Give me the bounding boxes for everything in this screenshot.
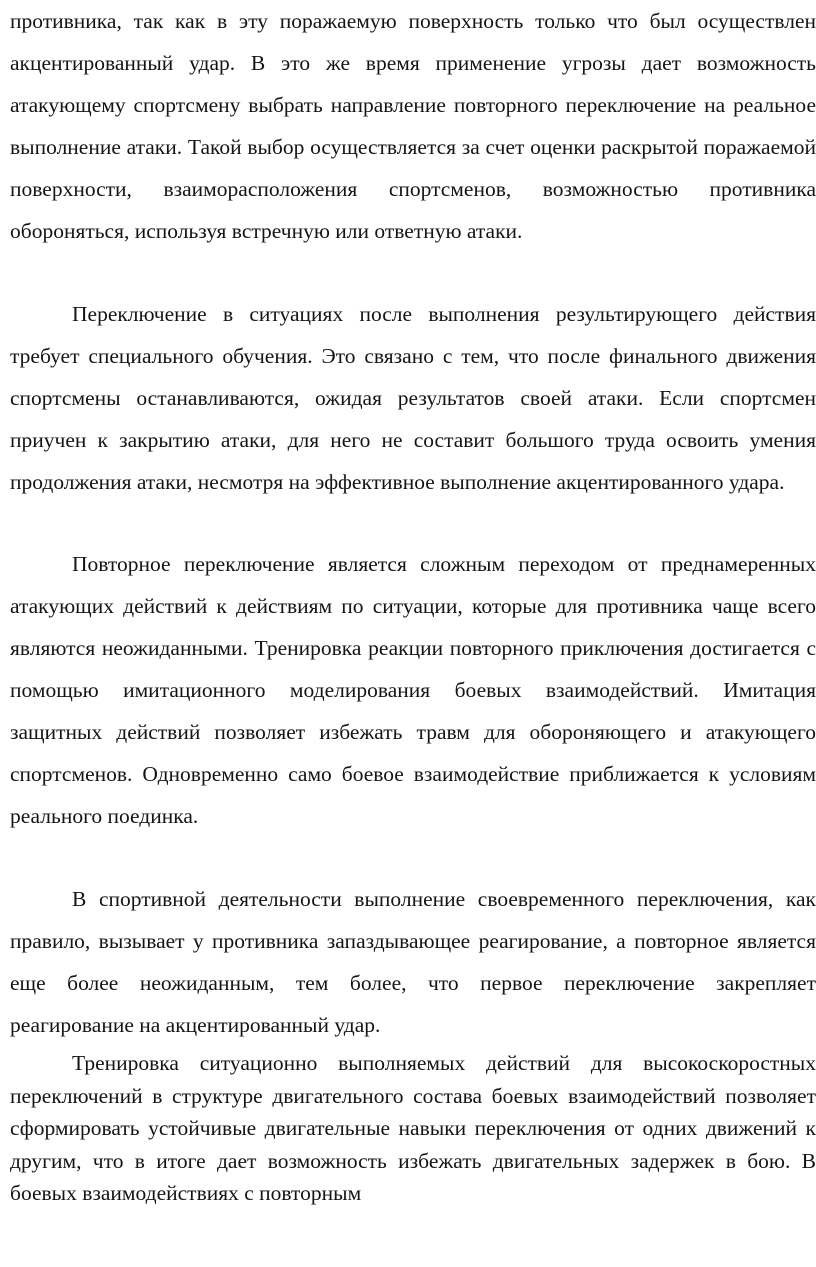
paragraph-continuation: противника, так как в эту поражаемую поверхность только что был осуществлен акцентированный удар. В это же время применение угрозы дает возможность атакующему спортсмену выбрать направление повторного переключение на реальное выполнение атаки. Такой выбор осуществляется за счет оценки раскрытой поражаемой поверхности, взаиморасположения спортсменов, возможностью противника обороняться, используя встречную или ответную атаки. [10,9,816,243]
paragraph-repeated-switching: Повторное переключение является сложным переходом от преднамеренных атакующих действий к действиям по ситуации, которые для противника чаще всего являются неожиданными. Тренировка реакции повторного приключения достигается с помощью имитационного моделирования боевых взаимодействий. Имитация защитных действий позволяет избежать травм для обороняющего и атакующего спортсменов. Одновременно само боевое взаимодействие приближается к условиям реального поединка. [10,552,816,828]
paragraph-training: Тренировка ситуационно выполняемых действий для высокоскоростных переключений в структуре двигательного состава боевых взаимодействий позволяет сформировать устойчивые двигательные навыки переключения от одних движений к другим, что в итоге дает возможность избежать двигательных задержек в бою. В боевых взаимодействиях с повторным [10,1051,816,1205]
paragraph-switching-after-action: Переключение в ситуациях после выполнения результирующего действия требует специального обучения. Это связано с тем, что после финального движения спортсмены останавливаются, ожидая результатов своей атаки. Если спортсмен приучен к закрытию атаки, для него не составит большого труда освоить умения продолжения атаки, несмотря на эффективное выполнение акцентированного удара. [10,302,816,494]
paragraph-sport-activity: В спортивной деятельности выполнение своевременного переключения, как правило, вызывает у противника запаздывающее реагирование, а повторное является еще более неожиданным, тем более, что первое переключение закрепляет реагирование на акцентированный удар. [10,887,816,1037]
